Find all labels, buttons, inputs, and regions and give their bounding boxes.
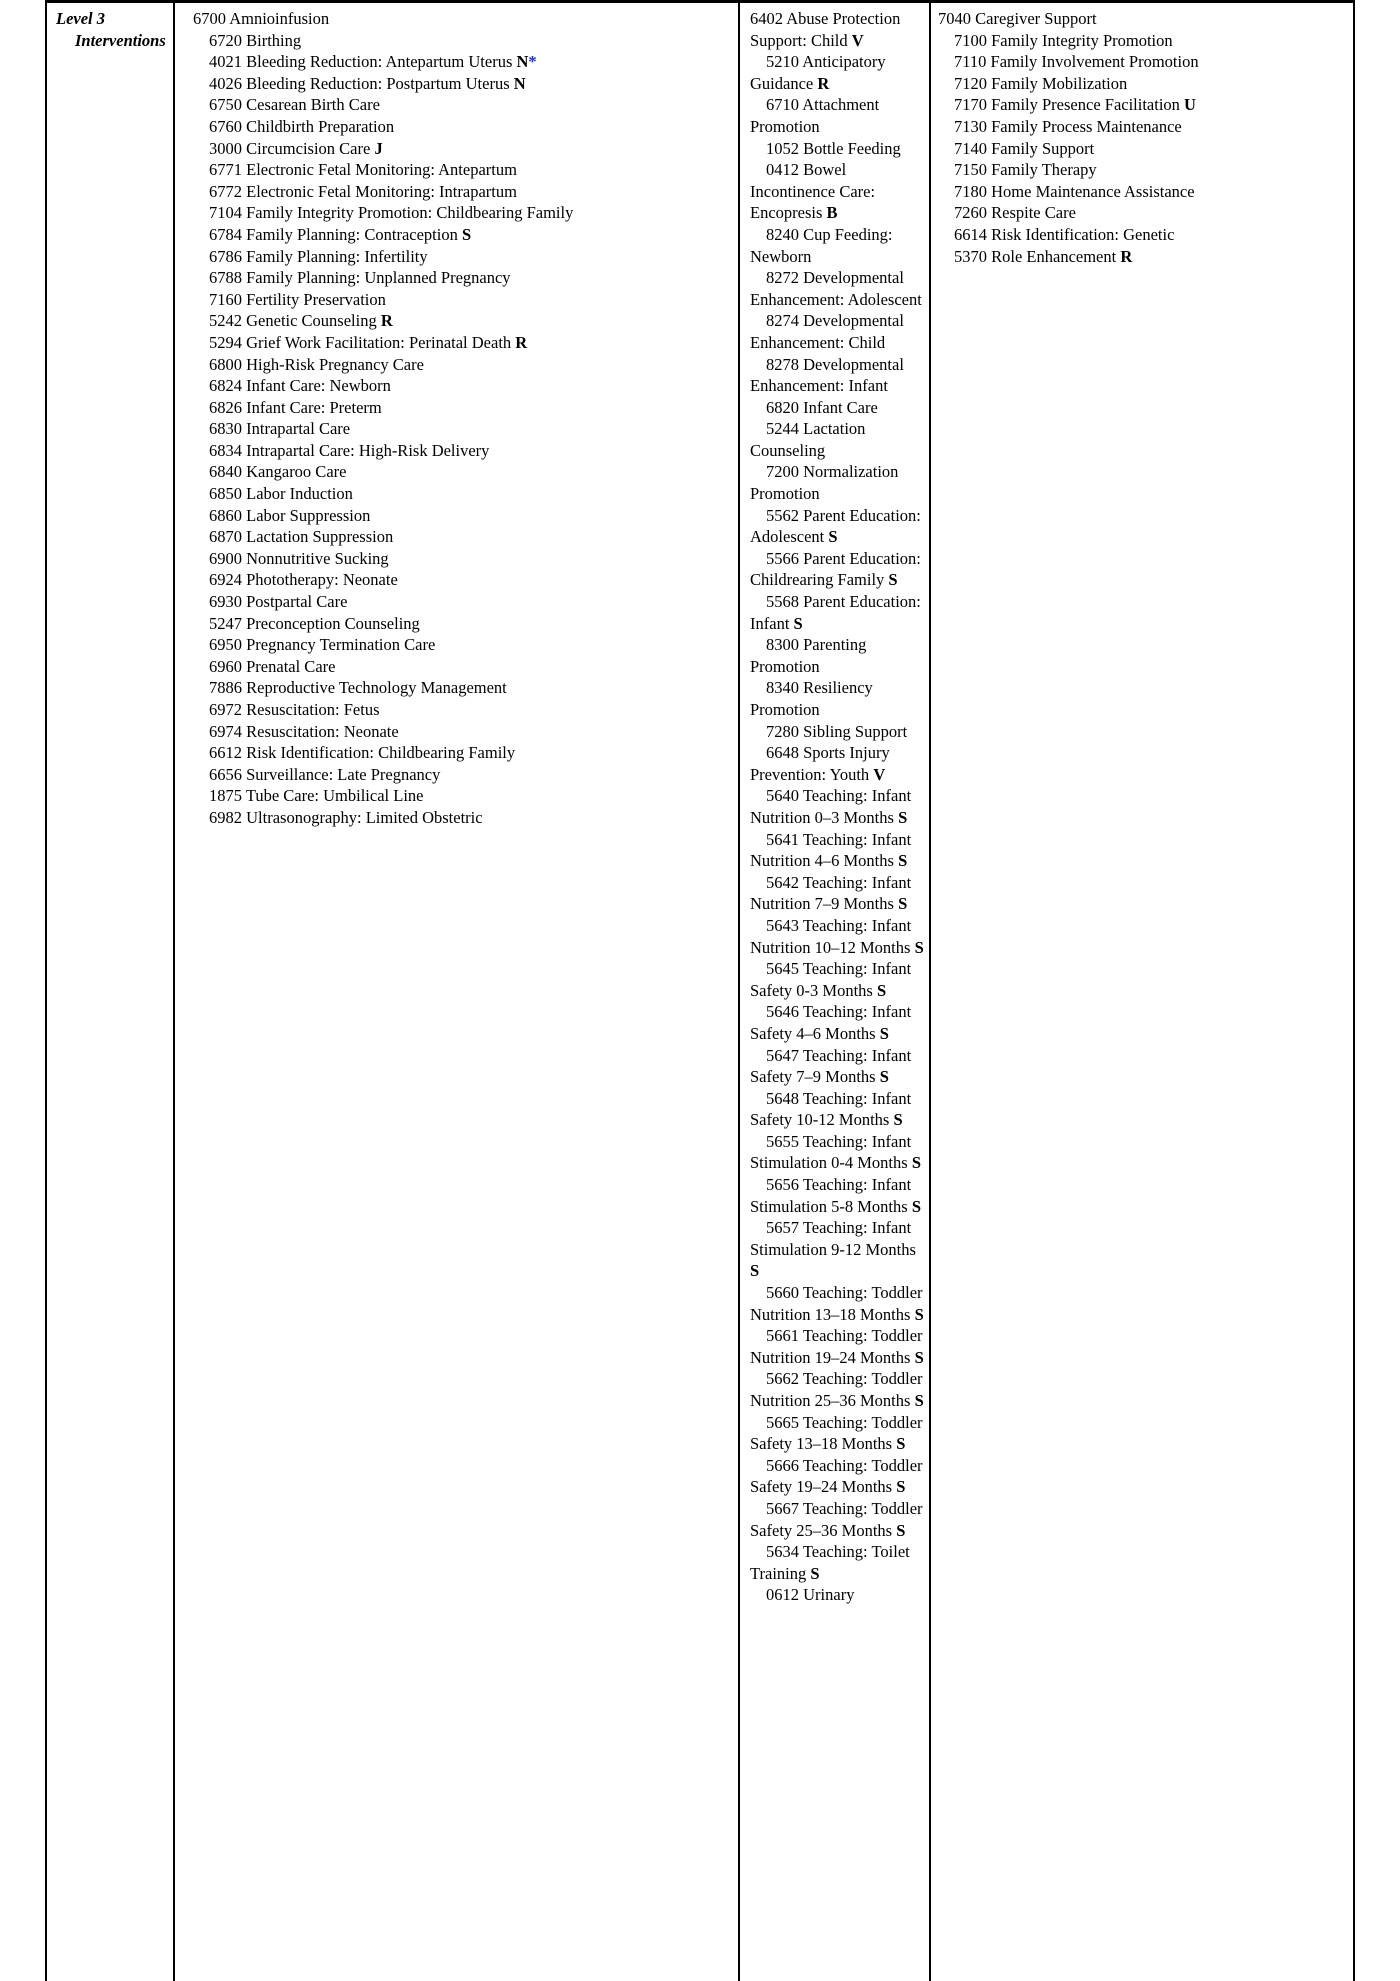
specialty-letter: S xyxy=(896,1520,906,1540)
specialty-letter: S xyxy=(810,1563,820,1583)
intervention-item: 4021 Bleeding Reduction: Antepartum Uterus N* xyxy=(209,52,537,72)
intervention-item: 5646 Teaching: Infant Safety 4–6 Months S xyxy=(750,1002,912,1043)
specialty-letter: S xyxy=(876,980,887,1000)
specialty-letter: N xyxy=(516,52,529,72)
specialty-letter: S xyxy=(750,1261,760,1281)
intervention-item: 6772 Electronic Fetal Monitoring: Intrapartum xyxy=(209,181,517,201)
intervention-item: 5647 Teaching: Infant Safety 7–9 Months S xyxy=(750,1045,912,1087)
intervention-item: 6972 Resuscitation: Fetus xyxy=(209,700,380,719)
intervention-item: 5370 Role Enhancement R xyxy=(954,246,1133,266)
intervention-item: 6960 Prenatal Care xyxy=(209,656,336,676)
specialty-letter: N xyxy=(513,73,526,93)
intervention-item: 8272 Developmental Enhancement: Adolescent xyxy=(750,268,922,309)
intervention-item: 7110 Family Involvement Promotion xyxy=(954,52,1199,72)
intervention-item: 5657 Teaching: Infant Stimulation 9-12 Months S xyxy=(750,1218,916,1281)
intervention-item: 6900 Nonnutritive Sucking xyxy=(209,548,389,568)
interventions-column-2 xyxy=(738,3,929,1981)
interventions-column-3 xyxy=(929,3,1353,1981)
specialty-letter: V xyxy=(873,764,886,784)
specialty-letter: S xyxy=(914,1347,924,1367)
intervention-item: 7150 Family Therapy xyxy=(954,160,1097,180)
intervention-item: 8278 Developmental Enhancement: Infant xyxy=(750,354,904,396)
intervention-item: 6656 Surveillance: Late Pregnancy xyxy=(209,764,441,784)
intervention-item: 6612 Risk Identification: Childbearing Family xyxy=(209,743,516,763)
intervention-item: 6648 Sports Injury Prevention: Youth V xyxy=(750,743,890,784)
intervention-item: 1052 Bottle Feeding xyxy=(766,138,901,158)
specialty-letter: S xyxy=(828,527,838,547)
intervention-item: 7160 Fertility Preservation xyxy=(209,289,386,309)
intervention-item: 6720 Birthing xyxy=(209,30,302,50)
intervention-item: 5666 Teaching: Toddler Safety 19–24 Months S xyxy=(750,1455,923,1497)
specialty-letter: S xyxy=(896,1477,906,1497)
intervention-item: 6820 Infant Care xyxy=(766,397,878,417)
intervention-item: 5648 Teaching: Infant Safety 10-12 Months S xyxy=(750,1088,912,1130)
intervention-item: 6930 Postpartal Care xyxy=(209,592,348,612)
intervention-item: 6771 Electronic Fetal Monitoring: Antepartum xyxy=(209,160,517,180)
intervention-item: 5642 Teaching: Infant Nutrition 7–9 Months S xyxy=(750,872,912,914)
specialty-letter: S xyxy=(793,613,803,633)
intervention-item: 6924 Phototherapy: Neonate xyxy=(209,570,398,590)
intervention-item: 8240 Cup Feeding: Newborn xyxy=(750,224,893,266)
specialty-letter: S xyxy=(914,937,924,957)
intervention-item: 7104 Family Integrity Promotion: Childbearing Family xyxy=(209,203,574,223)
specialty-letter: B xyxy=(826,203,838,223)
intervention-item: 5568 Parent Education: Infant S xyxy=(750,592,921,633)
intervention-item: 7886 Reproductive Technology Management xyxy=(209,678,507,698)
specialty-letter: J xyxy=(374,138,383,158)
specialty-letter: S xyxy=(911,1153,921,1173)
specialty-letter: U xyxy=(1184,95,1196,115)
specialty-letter: R xyxy=(515,332,528,352)
intervention-item: 5634 Teaching: Toilet Training S xyxy=(750,1542,910,1583)
intervention-item: 6950 Pregnancy Termination Care xyxy=(209,635,436,655)
interventions-column-1 xyxy=(173,3,738,1981)
intervention-item: 6850 Labor Induction xyxy=(209,484,353,504)
specialty-letter: S xyxy=(898,807,908,827)
row-header-cell xyxy=(45,3,173,1981)
intervention-item: 5562 Parent Education: Adolescent S xyxy=(750,505,921,547)
intervention-item: 5242 Genetic Counseling R xyxy=(209,311,393,331)
intervention-item: 5661 Teaching: Toddler Nutrition 19–24 Months S xyxy=(750,1326,924,1367)
row-label-line2: Interventions xyxy=(75,30,166,50)
specialty-letter: S xyxy=(879,1067,889,1087)
row-label-line1: Level 3 xyxy=(56,9,106,28)
intervention-item: 6826 Infant Care: Preterm xyxy=(209,397,382,417)
intervention-item: 7170 Family Presence Facilitation U xyxy=(954,95,1196,115)
intervention-item: 6800 High-Risk Pregnancy Care xyxy=(209,354,424,374)
intervention-item: 8340 Resiliency Promotion xyxy=(750,678,873,719)
intervention-item: 6784 Family Planning: Contraception S xyxy=(209,224,472,244)
specialty-letter: S xyxy=(879,1023,889,1043)
specialty-letter: S xyxy=(896,1434,906,1454)
specialty-letter: S xyxy=(911,1196,921,1216)
intervention-item: 5662 Teaching: Toddler Nutrition 25–36 Months S xyxy=(750,1369,924,1410)
intervention-parent-item: 6402 Abuse Protection Support: Child V xyxy=(750,9,901,50)
intervention-item: 5645 Teaching: Infant Safety 0-3 Months S xyxy=(750,959,912,1000)
specialty-letter: S xyxy=(898,851,908,871)
intervention-item: 7140 Family Support xyxy=(954,138,1095,158)
intervention-item: 5643 Teaching: Infant Nutrition 10–12 Months S xyxy=(750,915,924,957)
intervention-item: 6834 Intrapartal Care: High-Risk Delivery xyxy=(209,440,490,460)
intervention-item: 1875 Tube Care: Umbilical Line xyxy=(209,786,424,806)
specialty-letter: R xyxy=(817,73,830,93)
intervention-item: 6750 Cesarean Birth Care xyxy=(209,95,380,115)
intervention-item: 5210 Anticipatory Guidance R xyxy=(750,52,886,93)
intervention-item: 6824 Infant Care: Newborn xyxy=(209,376,391,396)
intervention-item: 6982 Ultrasonography: Limited Obstetric xyxy=(209,807,483,827)
specialty-letter: V xyxy=(851,30,864,50)
specialty-letter: S xyxy=(914,1304,924,1324)
taxonomy-table xyxy=(45,0,1355,1981)
specialty-letter: S xyxy=(914,1391,924,1410)
intervention-item: 5655 Teaching: Infant Stimulation 0-4 Months S xyxy=(750,1131,921,1173)
intervention-item: 5247 Preconception Counseling xyxy=(209,613,420,633)
intervention-item: 5640 Teaching: Infant Nutrition 0–3 Months S xyxy=(750,786,912,827)
intervention-item: 5294 Grief Work Facilitation: Perinatal Death R xyxy=(209,332,528,352)
intervention-item: 8300 Parenting Promotion xyxy=(750,635,867,676)
intervention-item: 0612 Urinary xyxy=(766,1585,855,1605)
intervention-item: 6786 Family Planning: Infertility xyxy=(209,246,428,266)
intervention-item: 0412 Bowel Incontinence Care: Encopresis B xyxy=(750,160,876,223)
intervention-item: 7280 Sibling Support xyxy=(766,721,908,741)
specialty-letter: S xyxy=(461,224,472,244)
intervention-item: 8274 Developmental Enhancement: Child xyxy=(750,311,904,352)
intervention-parent-item: 7040 Caregiver Support xyxy=(938,9,1097,28)
intervention-item: 6710 Attachment Promotion xyxy=(750,95,880,136)
intervention-item: 6870 Lactation Suppression xyxy=(209,527,394,547)
intervention-item: 6830 Intrapartal Care xyxy=(209,419,351,439)
intervention-item: 7130 Family Process Maintenance xyxy=(954,116,1182,136)
intervention-item: 7260 Respite Care xyxy=(954,203,1076,223)
intervention-item: 3000 Circumcision Care J xyxy=(209,138,383,158)
intervention-item: 6760 Childbirth Preparation xyxy=(209,116,395,136)
specialty-letter: R xyxy=(380,311,393,331)
specialty-letter: S xyxy=(888,570,898,590)
intervention-item: 5566 Parent Education: Childrearing Family S xyxy=(750,548,921,590)
intervention-item: 6860 Labor Suppression xyxy=(209,505,371,525)
intervention-item: 5244 Lactation Counseling xyxy=(750,419,866,460)
intervention-item: 5667 Teaching: Toddler Safety 25–36 Months S xyxy=(750,1498,923,1540)
intervention-item: 6614 Risk Identification: Genetic xyxy=(954,224,1175,244)
intervention-item: 5665 Teaching: Toddler Safety 13–18 Months S xyxy=(750,1412,923,1454)
intervention-item: 5660 Teaching: Toddler Nutrition 13–18 Months S xyxy=(750,1283,924,1324)
intervention-item: 6974 Resuscitation: Neonate xyxy=(209,721,399,741)
intervention-item: 5641 Teaching: Infant Nutrition 4–6 Months S xyxy=(750,829,912,871)
specialty-letter: R xyxy=(1120,246,1133,266)
intervention-parent-item: 6700 Amnioinfusion xyxy=(193,9,330,28)
intervention-item: 7180 Home Maintenance Assistance xyxy=(954,181,1195,201)
intervention-item: 5656 Teaching: Infant Stimulation 5-8 Months S xyxy=(750,1175,921,1216)
specialty-letter: S xyxy=(893,1110,903,1130)
asterisk-marker: * xyxy=(528,52,537,72)
intervention-item: 6788 Family Planning: Unplanned Pregnancy xyxy=(209,268,511,288)
intervention-item: 7120 Family Mobilization xyxy=(954,73,1128,93)
specialty-letter: S xyxy=(898,894,908,914)
intervention-item: 7100 Family Integrity Promotion xyxy=(954,30,1173,50)
intervention-item: 7200 Normalization Promotion xyxy=(750,462,899,504)
intervention-item: 6840 Kangaroo Care xyxy=(209,462,347,482)
intervention-item: 4026 Bleeding Reduction: Postpartum Uterus N xyxy=(209,73,526,93)
